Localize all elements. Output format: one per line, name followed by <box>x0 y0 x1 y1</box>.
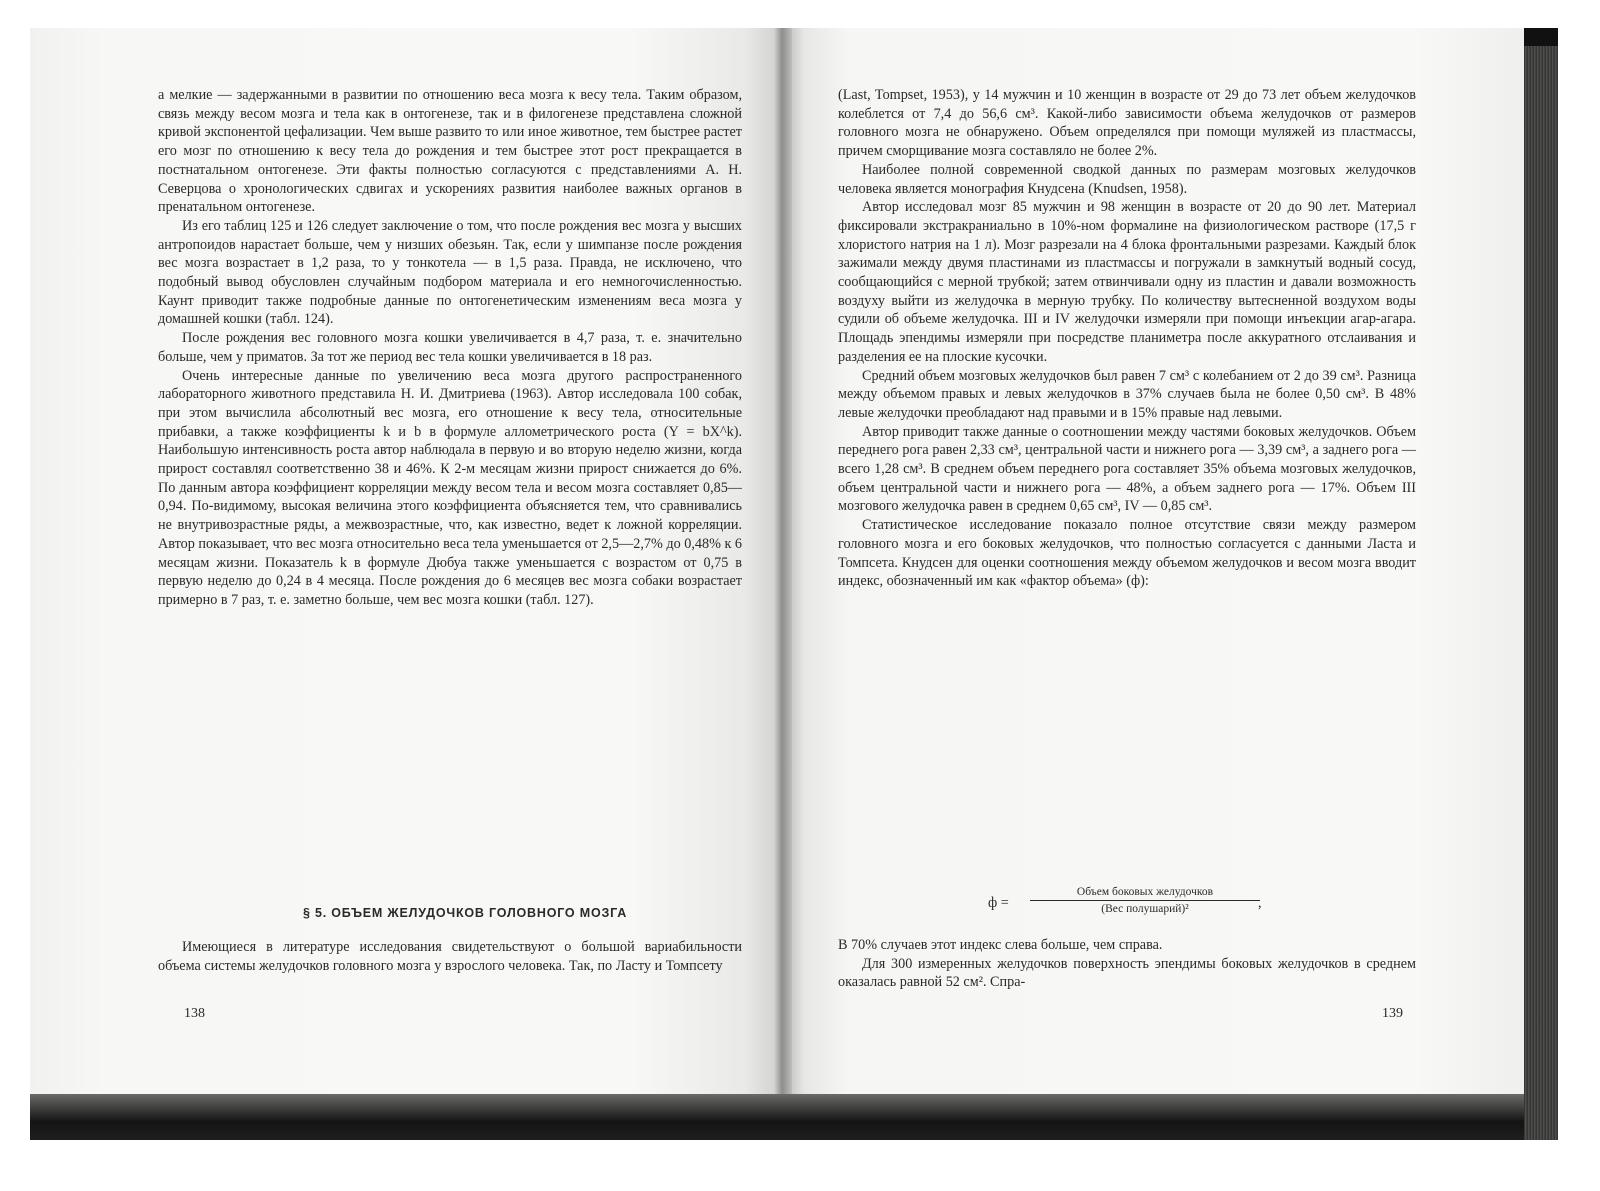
paragraph: Из его таблиц 125 и 126 следует заключение о том, что после рождения вес мозга у высших антропоидов нарастает больше, чем у низших обезьян. Так, если у шимпанзе после рождения вес мозга возрастает в 1,2 раза, то у тонкотела — в 1,5 раза. Правда, не исключено, что подобный вывод обусловлен случайным подбором материала и его немногочисленностью. Каунт приводит также подробные данные по онтогенетическим изменениям веса мозга у домашней кошки (табл. 124). <box>158 217 742 328</box>
section-intro-text <box>158 938 742 975</box>
formula-numerator: Объем боковых желудочков <box>1030 886 1260 901</box>
book-gutter <box>774 28 792 1140</box>
formula-denominator: (Вес полушарий)² <box>1101 903 1189 915</box>
book-cover-edge <box>1524 28 1558 46</box>
book-page-stack <box>1524 28 1558 1140</box>
volume-factor-formula <box>988 886 1318 926</box>
left-page <box>30 28 782 1140</box>
paragraph: Наиболее полной современной сводкой данных по размерам мозговых желудочков человека является монография Кнудсена (Knudsen, 1958). <box>838 161 1416 197</box>
right-page-text-after-formula <box>838 936 1416 992</box>
left-page-text <box>158 86 742 610</box>
paragraph: В 70% случаев этот индекс слева больше, чем справа. <box>838 937 1163 953</box>
book-bottom-edge <box>30 1094 1524 1140</box>
paragraph: (Last, Tompset, 1953), у 14 мужчин и 10 женщин в возрасте от 29 до 73 лет объем желудочков колеблется от 7,4 до 56,6 см³. Какой-либо зависимости объема желудочков от размеров головного мозга не обнаружено. Объем определялся при помощи муляжей из пластмассы, причем сморщивание мозга составляло не более 2%. <box>838 87 1416 160</box>
paragraph: Статистическое исследование показало полное отсутствие связи между размером головного мозга и его боковых желудочков, что полностью согласуется с данными Ласта и Томпсета. Кнудсен для оценки соотношения между объемом желудочков и весом мозга вводит индекс, обозначенный им как «фактор объема» (ф): <box>838 517 1416 590</box>
formula-period: , <box>1258 895 1262 911</box>
paragraph: После рождения вес головного мозга кошки увеличивается в 4,7 раза, т. е. значительно больше, чем у приматов. За тот же период вес тела кошки увеличивается в 18 раз. <box>158 330 742 365</box>
paragraph: а мелкие — задержанными в развитии по отношению веса мозга к весу тела. Таким образом, связь между весом мозга и тела как в онтогенезе, так и в филогенезе представлена сложной кривой экспонентой цефализации. Чем выше развито то или иное животное, тем быстрее растет его мозг по отношению к весу тела до рождения и тем быстрее этот рост прекращается в постнатальном онтогенезе. Эти факты полностью согласуются с представлениями А. Н. Северцова о хронологических сдвигах и ускорениях развития наиболее важных органов в пренатальном онтогенезе. <box>158 87 742 216</box>
page-number: 138 <box>184 1006 205 1021</box>
section-heading: § 5. ОБЪЕМ ЖЕЛУДОЧКОВ ГОЛОВНОГО МОЗГА <box>302 906 628 920</box>
formula-lhs: ф = <box>988 895 1009 911</box>
paragraph: Автор исследовал мозг 85 мужчин и 98 женщин в возрасте от 20 до 90 лет. Материал фиксировали экстракраниально в 10%-ном формалине на физиологическом растворе (17,5 г хлористого натрия на 1 л). Мозг разрезали на 4 блока фронтальными разрезами. Каждый блок зажимали между двумя пластинами из пластмассы и погружали в замкнутый водный сосуд, сообщающийся с мерной трубкой; затем отвинчивали одну из пластин и давали возможность воздуху выйти из желудочка в мерную трубку. По количеству вытесненной воздухом воды судили об объеме желудочка. III и IV желудочки измеряли при помощи инъекции агар-агара. Площадь эпендимы измеряли при посредстве планиметра после аккуратного отслаивания и разделения ее на плоские кусочки. <box>838 199 1416 365</box>
paragraph: Автор приводит также данные о соотношении между частями боковых желудочков. Объем переднего рога равен 2,33 см³, центральной части и нижнего рога — 3,39 см³, а заднего рога — всего 1,28 см³. В среднем объем переднего рога составляет 35% объема мозговых желудочков, объем центральной части и нижнего рога — 48%, а объем заднего рога — 17%. Объем III мозгового желудочка равен в среднем 0,65 см³, IV — 0,85 см³. <box>838 423 1416 515</box>
paragraph: Имеющиеся в литературе исследования свидетельствуют о большой вариабильности объема системы желудочков головного мозга у взрослого человека. Так, по Ласту и Томпсету <box>158 939 742 974</box>
paragraph: Для 300 измеренных желудочков поверхность эпендимы боковых желудочков в среднем оказалась равной 52 см². Спра- <box>838 955 1416 991</box>
paragraph: Очень интересные данные по увеличению веса мозга другого распространенного лабораторного животного представила Н. И. Дмитриева (1963). Автор исследовала 100 собак, при этом вычислила абсолютный вес мозга, его отношение к весу тела, относительные прибавки, а также коэффициенты k и b в формуле аллометрического роста (Y = bX^k). Наибольшую интенсивность роста автор наблюдала в первую и во вторую неделю жизни, когда прирост составлял соответственно 38 и 46%. К 2-м месяцам жизни прирост снижается до 6%. По данным автора коэффициент корреляции между весом тела и весом мозга составляет 0,85—0,94. По-видимому, высокая величина этого коэффициента объясняется тем, что сравнивались не внутривозрастные ряды, а межвозрастные, что, как известно, ведет к ложной корреляции. Автор показывает, что вес мозга относительно веса тела уменьшается от 2,5—2,7% до 0,48% к 6 месяцам жизни. Показатель k в формуле Дюбуа также уменьшается с возрастом от 0,75 в первую неделю до 0,24 в 4 месяца. После рождения до 6 месяцев вес мозга собаки возрастает примерно в 7 раз, т. е. заметно больше, чем вес мозга кошки (табл. 127). <box>158 367 742 608</box>
paragraph: Средний объем мозговых желудочков был равен 7 см³ с колебанием от 2 до 39 см³. Разница между объемом правых и левых желудочков в 37% случаев была не более 0,50 см³. В 48% левые желудочки преобладают над правыми и в 15% правые над левыми. <box>838 367 1416 421</box>
page-number: 139 <box>1382 1006 1403 1021</box>
formula-fraction <box>1030 886 1260 915</box>
right-page-text <box>838 86 1416 591</box>
open-book <box>30 28 1558 1140</box>
